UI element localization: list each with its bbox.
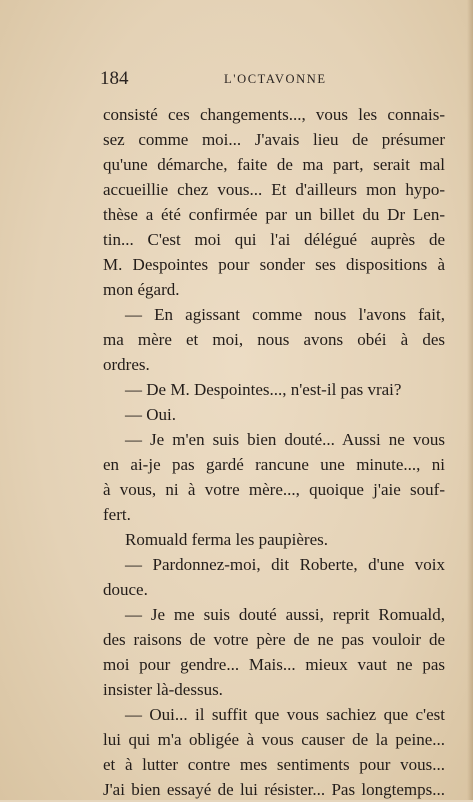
text-line: M. Despointes pour sonder ses dispositions à <box>103 255 445 274</box>
text-line: J'ai bien essayé de lui résister... Pas longtemps... <box>103 780 445 799</box>
text-line: — Oui... il suffit que vous sachiez que c'est <box>125 705 445 724</box>
text-line: ma mère et moi, nous avons obéi à des <box>103 330 445 349</box>
running-title: L'OCTAVONNE <box>224 72 327 86</box>
text-line: — Oui. <box>125 405 176 424</box>
text-line: fert. <box>103 505 131 524</box>
text-line: douce. <box>103 580 148 599</box>
text-line: qu'une démarche, faite de ma part, serait mal <box>103 155 445 174</box>
text-line: sez comme moi... J'avais lieu de présumer <box>103 130 445 149</box>
page-edge-shadow <box>467 0 473 800</box>
body-text <box>103 102 445 802</box>
text-line: — Je me suis douté aussi, reprit Romuald, <box>125 605 445 624</box>
text-line: en ai-je pas gardé rancune une minute..., ni <box>103 455 445 474</box>
text-line: et à lutter contre mes sentiments pour vous... <box>103 755 445 774</box>
text-line: tin... C'est moi qui l'ai délégué auprès de <box>103 230 445 249</box>
text-line: ordres. <box>103 355 150 374</box>
text-line: mon égard. <box>103 280 180 299</box>
text-line: à vous, ni à votre mère..., quoique j'aie souf- <box>103 480 445 499</box>
text-line: — De M. Despointes..., n'est-il pas vrai? <box>125 380 402 399</box>
text-line: — En agissant comme nous l'avons fait, <box>125 305 445 324</box>
page-header <box>100 68 448 92</box>
text-line: — Pardonnez-moi, dit Roberte, d'une voix <box>125 555 445 574</box>
text-line: insister là-dessus. <box>103 680 223 699</box>
text-line: Romuald ferma les paupières. <box>125 530 328 549</box>
text-line: — Je m'en suis bien douté... Aussi ne vous <box>125 430 445 449</box>
text-line: accueillie chez vous... Et d'ailleurs mon hypo- <box>103 180 445 199</box>
text-line: thèse a été confirmée par un billet du Dr Len- <box>103 205 445 224</box>
page-number: 184 <box>100 68 129 89</box>
text-line: des raisons de votre père de ne pas vouloir de <box>103 630 445 649</box>
text-line: lui qui m'a obligée à vous causer de la peine... <box>103 730 445 749</box>
text-line: consisté ces changements..., vous les connais- <box>103 105 445 124</box>
text-line: moi pour gendre... Mais... mieux vaut ne pas <box>103 655 445 674</box>
